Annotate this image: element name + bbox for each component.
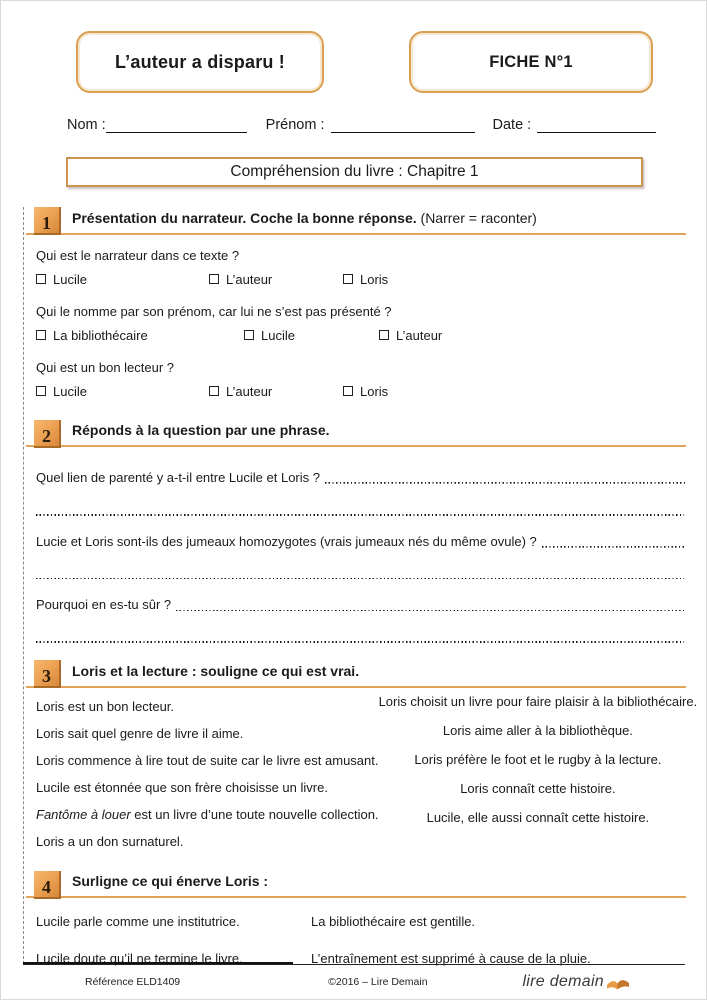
checkbox-label: L’auteur [226,271,273,287]
date-field[interactable] [537,117,656,133]
page-footer [23,964,685,991]
section-1-header [26,207,686,235]
answer-dotted-leader[interactable] [325,470,686,484]
checkbox-label: Loris [360,383,389,399]
section-2-title: Réponds à la question par une phrase. [72,422,330,438]
statement-item[interactable]: Loris commence à lire tout de suite car le livre est amusant. [36,752,379,768]
firstname-label: Prénom : [265,117,325,133]
statement-item[interactable]: L’entraînement est supprimé à cause de la pluie. [311,951,591,967]
answer-dotted-line[interactable] [36,578,684,580]
book-title-italic: Fantôme à louer [36,806,131,822]
checkbox-label: Lucile [53,271,87,287]
question-text: Quel lien de parenté y a-t-il entre Lucile et Loris ? [36,470,320,485]
checkbox[interactable] [244,330,254,340]
checkbox-option-row [26,384,686,399]
open-question-row [26,595,686,612]
section-4-header [26,871,686,899]
checkbox-option [36,384,209,399]
fiche-number-box [409,31,653,93]
answer-dotted-line[interactable] [36,514,684,516]
date-label: Date : [492,117,532,133]
checkbox-option [244,328,379,343]
section-2-number-badge: 2 [34,420,61,448]
section-1-title: Présentation du narrateur. Coche la bonne réponse. (Narrer = raconter) [72,209,537,226]
question-text: Pourquoi en es-tu sûr ? [36,597,172,613]
question-text: Qui est un bon lecteur ? [36,359,175,375]
statements-columns [26,693,698,862]
question-text: Qui le nomme par son prénom, car lui ne s’est pas présenté ? [36,303,392,319]
statement-item[interactable]: Loris connaît cette histoire. [460,780,616,796]
checkbox[interactable] [36,330,46,340]
statement-item[interactable]: La bibliothécaire est gentille. [311,914,476,930]
section-3-title: Loris et la lecture : souligne ce qui est vrai. [72,662,360,679]
checkbox[interactable] [343,386,353,396]
section-1-note: (Narrer = raconter) [420,209,537,226]
checkbox-option [343,384,388,399]
section-4-number-badge: 4 [34,871,61,899]
checkbox-option-row [26,272,686,287]
checkbox-label: Lucile [261,327,295,343]
name-label: Nom : [67,117,106,133]
checkbox[interactable] [379,330,389,340]
statement-item[interactable]: Loris préfère le foot et le rugby à la lecture. [414,751,662,767]
statements-left-column [36,700,379,862]
question-text: Qui est le narrateur dans ce texte ? [36,247,240,263]
question-text: Lucie et Loris sont-ils des jumeaux homozygotes (vrais jumeaux nés du même ovule) ? [36,533,537,549]
statement-item[interactable]: Loris a un don surnaturel. [36,833,184,849]
firstname-field[interactable] [331,117,475,133]
checkbox-option [343,272,388,287]
checkbox-option [209,384,343,399]
section-2-header [26,420,686,448]
checkbox-option [379,328,442,343]
book-title-box [76,31,324,93]
footer-copyright: ©2016 – Lire Demain [328,975,428,988]
checkbox-option-row [26,328,686,343]
checkbox[interactable] [36,386,46,396]
statement-item[interactable]: Loris aime aller à la bibliothèque. [442,722,633,738]
statement-item[interactable]: Loris est un bon lecteur. [36,698,175,714]
section-3-number-badge: 3 [34,660,61,688]
open-question-row [26,468,686,485]
statement-item[interactable]: Lucile parle comme une institutrice. [36,914,240,930]
footer-divider [23,964,685,965]
name-field[interactable] [106,117,247,133]
checkbox-label: Lucile [53,383,87,399]
open-question-row [26,532,686,549]
identity-row [67,111,659,133]
checkbox-option [36,328,244,343]
checkbox-option [36,272,209,287]
lire-demain-logo [522,972,630,991]
answer-dotted-leader[interactable] [176,597,686,611]
checkbox-label: Loris [360,271,389,287]
statement-item[interactable]: Loris sait quel genre de livre il aime. [36,725,244,741]
statement-item[interactable]: Lucile, elle aussi connaît cette histoire. [426,809,650,825]
chapter-banner [66,157,643,187]
checkbox-label: L’auteur [226,383,273,399]
statement-item[interactable]: Lucile est étonnée que son frère choisisse un livre. [36,779,328,795]
worksheet-content [26,207,698,988]
checkbox[interactable] [343,274,353,284]
checkbox-label: La bibliothécaire [53,327,148,343]
section-3-header [26,660,686,688]
statement-item[interactable]: Fantôme à louer est un livre d’une toute nouvelle collection. [36,806,379,822]
lire-demain-logo-text: lire demain [522,972,604,990]
statement-item[interactable]: Lucile doute qu’il ne termine le livre. [36,951,243,967]
footer-reference: Référence ELD1409 [85,975,181,988]
section-4-title: Surligne ce qui énerve Loris : [72,873,269,890]
answer-dotted-leader[interactable] [542,534,686,548]
statement-item[interactable]: Loris choisit un livre pour faire plaisir à la bibliothécaire. [378,693,698,709]
open-book-swoosh-icon [606,976,630,991]
statements-right-column [379,695,698,862]
checkbox-label: L’auteur [396,327,443,343]
answer-dotted-line[interactable] [36,641,684,643]
book-title: L’auteur a disparu ! [114,51,286,72]
chapter-banner-text: Compréhension du livre : Chapitre 1 [230,163,479,180]
checkbox-option [209,272,343,287]
checkbox[interactable] [209,274,219,284]
left-margin-dashed-rule [23,207,24,964]
checkbox[interactable] [36,274,46,284]
checkbox[interactable] [209,386,219,396]
fiche-number: FICHE N°1 [489,52,573,71]
section-1-number-badge: 1 [34,207,61,235]
